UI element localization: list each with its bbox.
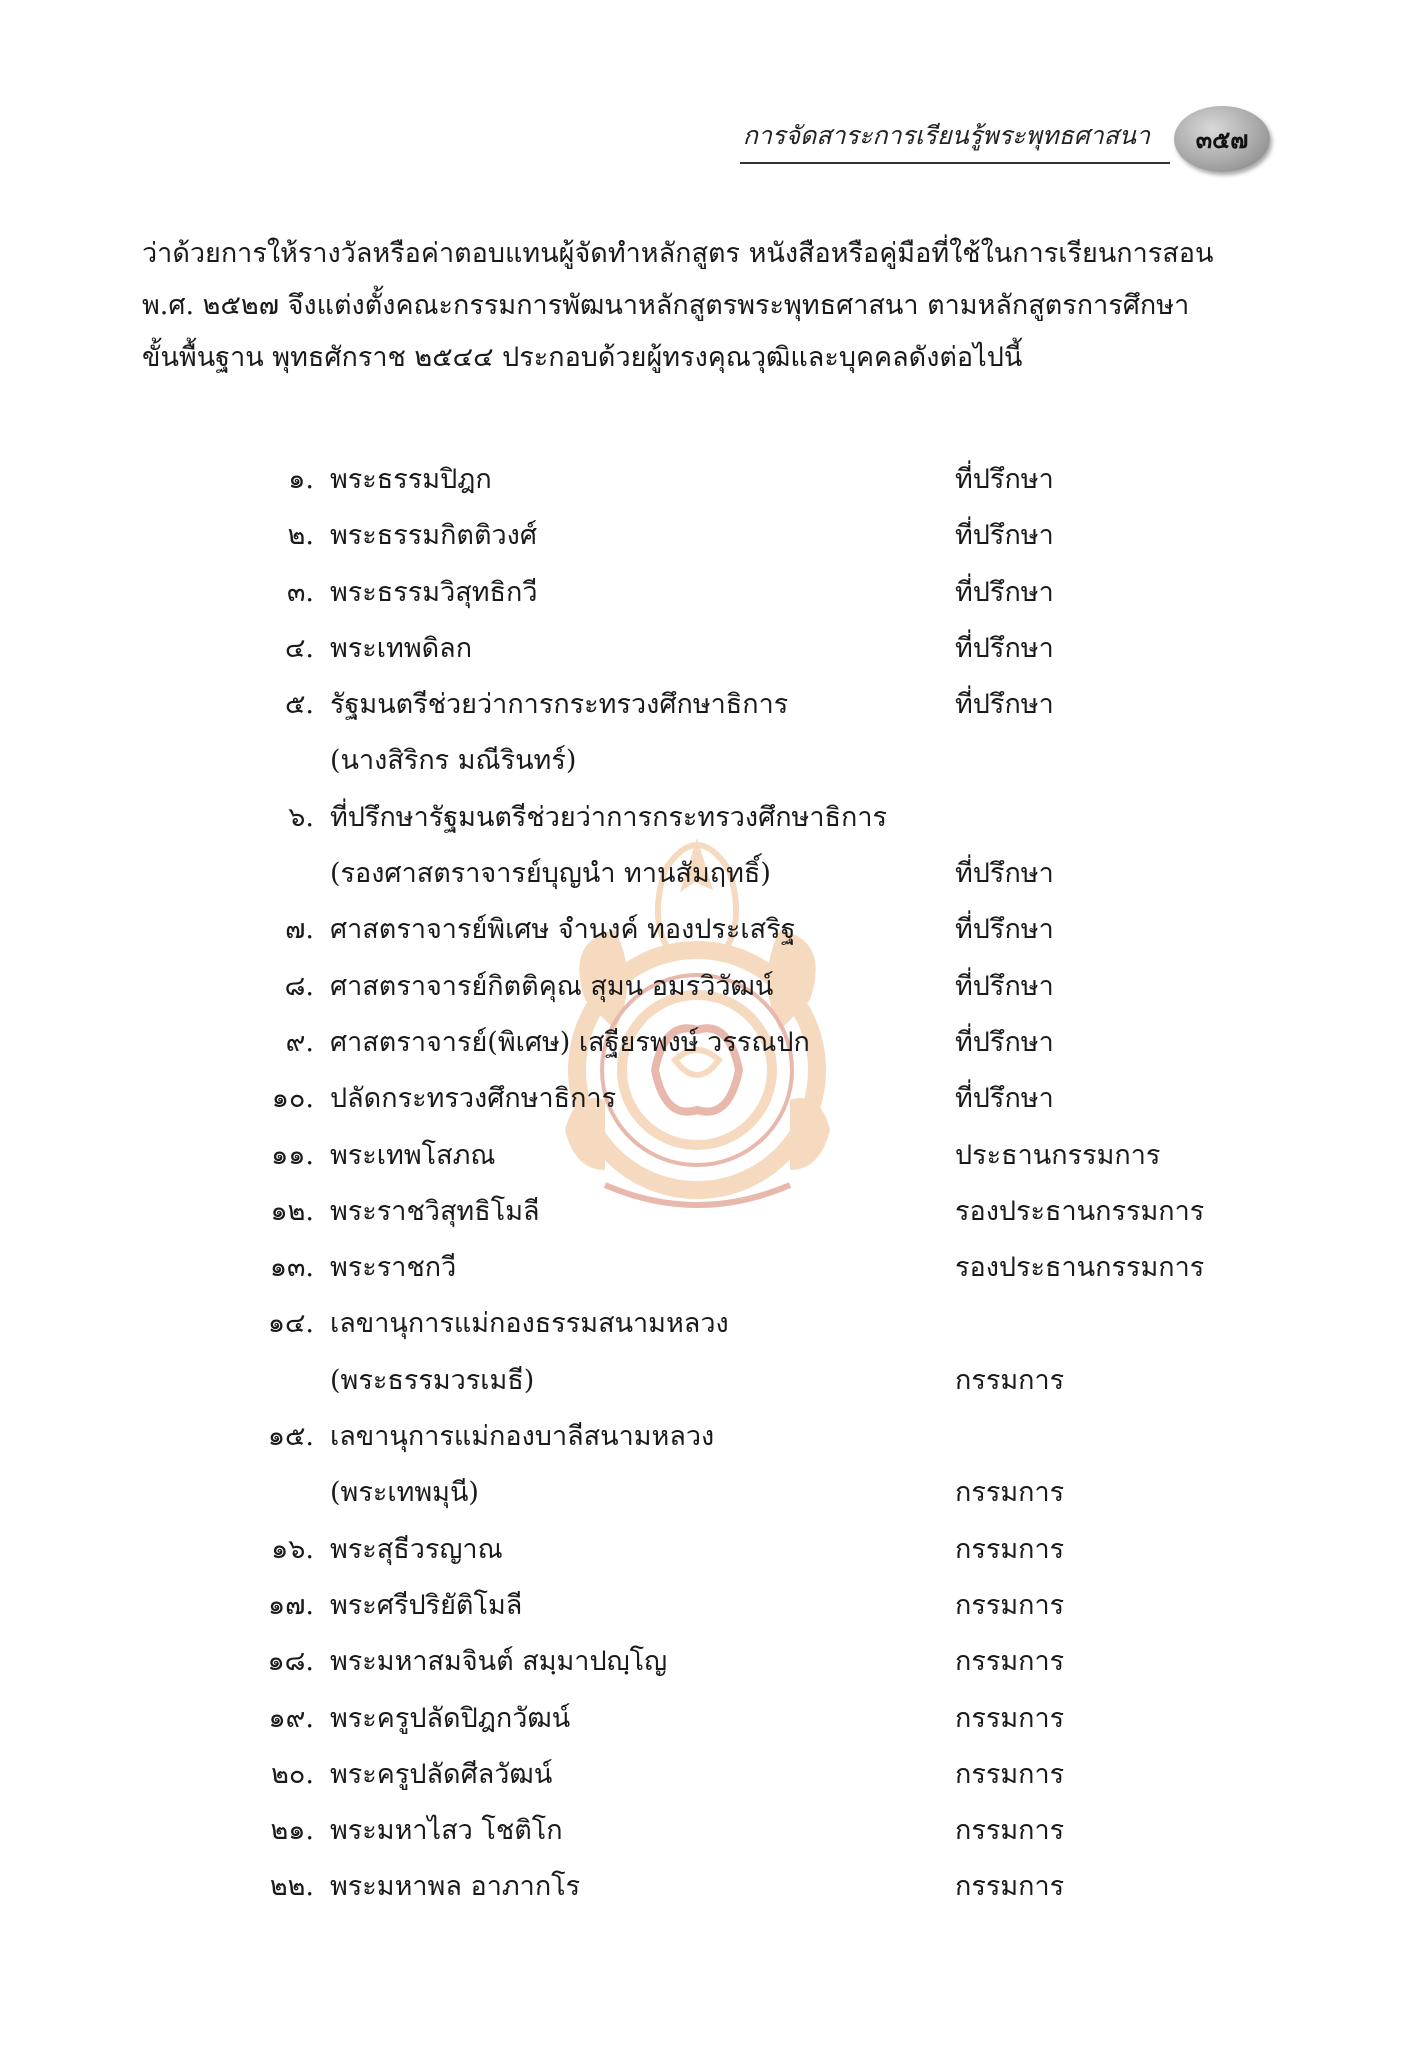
intro-line: พ.ศ. ๒๕๒๗ จึงแต่งตั้งคณะกรรมการพัฒนาหลักสูตรพระพุทธศาสนา ตามหลักสูตรการศึกษา <box>142 290 1190 321</box>
list-item <box>0 846 1414 902</box>
member-name: พระศรีปริยัติโมลี <box>330 1589 523 1621</box>
member-role: ที่ปรึกษา <box>955 520 1054 552</box>
member-role: กรรมการ <box>955 1589 1065 1621</box>
list-item <box>0 1184 1414 1240</box>
list-item <box>0 565 1414 621</box>
item-number: ๑. <box>288 464 314 495</box>
list-item <box>0 677 1414 733</box>
item-number: ๑๓. <box>269 1252 314 1284</box>
item-number: ๕. <box>284 689 314 721</box>
member-name: (พระเทพมุนี) <box>330 1477 479 1509</box>
member-role: ที่ปรึกษา <box>955 1026 1054 1058</box>
list-item <box>0 452 1414 508</box>
page-number-badge <box>1174 106 1270 172</box>
member-role: ที่ปรึกษา <box>955 914 1054 946</box>
list-item <box>0 1859 1414 1915</box>
member-name: พระมหาพล อาภากโร <box>330 1871 581 1903</box>
list-item <box>0 1803 1414 1859</box>
list-item <box>0 1240 1414 1296</box>
item-number: ๑๐. <box>271 1083 314 1115</box>
item-number: ๑๙. <box>268 1702 314 1734</box>
page-header <box>740 106 1270 176</box>
member-role: ที่ปรึกษา <box>955 1083 1054 1115</box>
member-name: รัฐมนตรีช่วยว่าการกระทรวงศึกษาธิการ <box>330 689 789 721</box>
member-name: เลขานุการแม่กองธรรมสนามหลวง <box>330 1308 729 1340</box>
intro-line: ว่าด้วยการให้รางวัลหรือค่าตอบแทนผู้จัดทำหลักสูตร หนังสือหรือคู่มือที่ใช้ในการเรียนการสอน <box>142 238 1214 269</box>
member-role: กรรมการ <box>955 1477 1065 1509</box>
item-number: ๓. <box>286 576 314 608</box>
running-title: การจัดสาระการเรียนรู้พระพุทธศาสนา <box>742 121 1150 150</box>
list-item <box>0 508 1414 564</box>
member-name: พระมหาไสว โชติโก <box>330 1815 563 1847</box>
member-name: พระเทพดิลก <box>330 632 473 664</box>
member-role: กรรมการ <box>955 1871 1065 1903</box>
list-item <box>0 1128 1414 1184</box>
member-name: พระเทพโสภณ <box>330 1139 496 1171</box>
item-number: ๑๒. <box>270 1195 314 1227</box>
member-name: ศาสตราจารย์พิเศษ จำนงค์ ทองประเสริฐ <box>330 914 796 946</box>
item-number: ๒. <box>287 520 314 552</box>
item-number: ๖. <box>288 801 314 833</box>
header-rule <box>740 162 1170 164</box>
member-role: รองประธานกรรมการ <box>955 1195 1205 1227</box>
member-name: ปลัดกระทรวงศึกษาธิการ <box>330 1083 617 1115</box>
item-number: ๙. <box>285 1026 314 1058</box>
member-name: เลขานุการแม่กองบาลีสนามหลวง <box>330 1421 715 1453</box>
member-name: พระสุธีวรญาณ <box>330 1533 503 1565</box>
member-role: ที่ปรึกษา <box>955 970 1054 1002</box>
member-role: กรรมการ <box>955 1758 1065 1790</box>
member-role: ที่ปรึกษา <box>955 632 1054 664</box>
list-item <box>0 1296 1414 1352</box>
member-name: พระธรรมปิฎก <box>330 464 492 495</box>
member-role: ที่ปรึกษา <box>955 858 1054 890</box>
member-name: (พระธรรมวรเมธี) <box>330 1364 535 1396</box>
item-number: ๒๒. <box>269 1871 314 1903</box>
member-role: ที่ปรึกษา <box>955 689 1054 721</box>
member-name: ที่ปรึกษารัฐมนตรีช่วยว่าการกระทรวงศึกษาธิการ <box>330 801 888 833</box>
list-item <box>0 959 1414 1015</box>
member-name: (นางสิริกร มณีรินทร์) <box>330 745 577 777</box>
item-number: ๑๕. <box>267 1421 314 1453</box>
list-item <box>0 1522 1414 1578</box>
list-item <box>0 621 1414 677</box>
member-role: กรรมการ <box>955 1702 1065 1734</box>
member-name: พระราชวิสุทธิโมลี <box>330 1195 540 1227</box>
item-number: ๑๑. <box>271 1139 314 1171</box>
item-number: ๘. <box>284 970 314 1002</box>
member-name: พระธรรมกิตติวงศ์ <box>330 520 537 552</box>
member-name: พระครูปลัดปิฎกวัฒน์ <box>330 1702 571 1734</box>
page-number: ๓๕๗ <box>1195 124 1249 154</box>
member-role: กรรมการ <box>955 1364 1065 1396</box>
member-role: รองประธานกรรมการ <box>955 1252 1205 1284</box>
member-name: พระธรรมวิสุทธิกวี <box>330 576 538 608</box>
list-item <box>0 1747 1414 1803</box>
list-item <box>0 1578 1414 1634</box>
item-number: ๑๘. <box>267 1646 314 1678</box>
member-name: พระมหาสมจินต์ สมฺมาปญฺโญ <box>330 1646 668 1678</box>
member-role: ที่ปรึกษา <box>955 464 1054 495</box>
item-number: ๑๔. <box>267 1308 314 1340</box>
member-role: กรรมการ <box>955 1646 1065 1678</box>
item-number: ๒๐. <box>271 1758 314 1790</box>
list-item <box>0 733 1414 789</box>
intro-paragraph <box>142 228 1272 384</box>
list-item <box>0 1353 1414 1409</box>
member-role: กรรมการ <box>955 1533 1065 1565</box>
list-item <box>0 790 1414 846</box>
item-number: ๔. <box>284 632 314 664</box>
item-number: ๗. <box>285 914 314 946</box>
member-name: ศาสตราจารย์กิตติคุณ สุมน อมรวิวัฒน์ <box>330 970 774 1002</box>
list-item <box>0 1071 1414 1127</box>
list-item <box>0 1015 1414 1071</box>
item-number: ๒๑. <box>270 1815 314 1847</box>
member-name: พระราชกวี <box>330 1252 457 1284</box>
list-item <box>0 1465 1414 1521</box>
member-role: ประธานกรรมการ <box>955 1139 1161 1171</box>
intro-line: ขั้นพื้นฐาน พุทธศักราช ๒๕๔๔ ประกอบด้วยผู้ทรงคุณวุฒิและบุคคลดังต่อไปนี้ <box>142 342 1023 373</box>
item-number: ๑๗. <box>267 1589 314 1621</box>
member-role: ที่ปรึกษา <box>955 576 1054 608</box>
list-item <box>0 902 1414 958</box>
member-name: ศาสตราจารย์(พิเศษ) เสฐียรพงษ์ วรรณปก <box>330 1026 810 1058</box>
member-role: กรรมการ <box>955 1815 1065 1847</box>
member-name: (รองศาสตราจารย์บุญนำ ทานสัมฤทธิ์) <box>330 858 771 890</box>
member-name: พระครูปลัดศีลวัฒน์ <box>330 1758 553 1790</box>
item-number: ๑๖. <box>271 1533 314 1565</box>
list-item <box>0 1634 1414 1690</box>
list-item <box>0 1691 1414 1747</box>
committee-list <box>0 452 1414 1916</box>
list-item <box>0 1409 1414 1465</box>
